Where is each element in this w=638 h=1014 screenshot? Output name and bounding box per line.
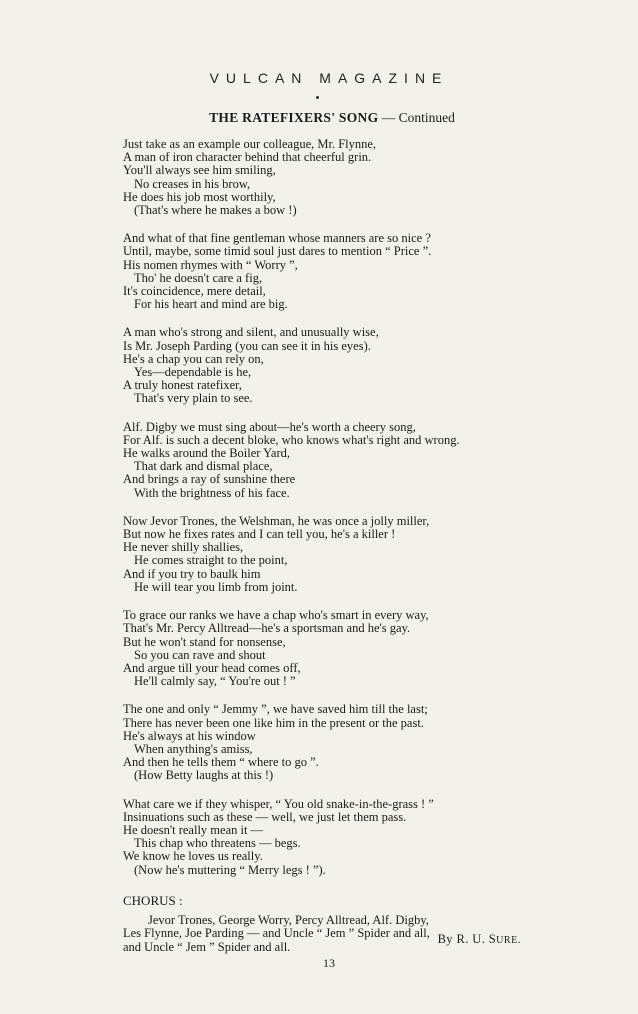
poem-line: What care we if they whisper, “ You old snake-in-the-grass ! ” [123,796,434,811]
poem-line: He walks around the Boiler Yard, [123,446,290,461]
poem-line: He will tear you limb from joint. [134,579,298,594]
poem-line: His nomen rhymes with “ Worry ”, [123,257,298,272]
poem-line: This chap who threatens — begs. [134,836,301,851]
stanza [123,798,553,877]
poem-line: For his heart and mind are big. [134,297,288,312]
song-heading [0,110,638,126]
poem-line: Just take as an example our colleague, Mr. Flynne, [123,137,377,151]
poem-line: Is Mr. Joseph Parding (you can see it in his eyes). [123,338,371,353]
poem-line: He never shilly shallies, [123,540,244,555]
poem-line: But now he fixes rates and I can tell you, he's a killer ! [123,527,396,542]
poem-line: He does his job most worthily, [123,189,276,204]
poem-line: Tho' he doesn't care a fig, [134,270,263,285]
continued-label: — Continued [381,110,455,125]
magazine-title: VULCAN MAGAZINE [209,70,449,86]
chorus-line: and Uncle “ Jem ” Spider and all. [123,939,291,954]
chorus-line: Les Flynne, Joe Parding — and Uncle “ Jem ” Spider and all, [123,926,430,941]
poem-line: Now Jevor Trones, the Welshman, he was once a jolly miller, [123,513,430,528]
poem-line: You'll always see him smiling, [123,163,276,178]
stanza-list [123,138,553,877]
byline-suffix: URE. [496,935,521,946]
stanza [123,326,553,405]
byline-prefix: By R. U. S [437,932,497,946]
poem-line: Yes—dependable is he, [134,365,252,380]
poem-line: (That's where he makes a bow !) [134,203,297,218]
poem-line: That dark and dismal place, [134,459,273,474]
chorus-line: Jevor Trones, George Worry, Percy Alltread, Alf. Digby, [148,912,429,927]
poem-line: Alf. Digby we must sing about—he's worth a cheery song, [123,419,416,434]
poem-line: A man of iron character behind that cheerful grin. [123,150,372,165]
poem-line: It's coincidence, mere detail, [123,284,266,299]
poem-line: (Now he's muttering “ Merry legs ! ”). [134,862,326,877]
stanza [123,703,553,782]
stanza [123,232,553,311]
poem [123,138,553,954]
poem-line: And if you try to baulk him [123,566,261,581]
poem-line: There has never been one like him in the present or the past. [123,715,424,730]
poem-line: He's a chap you can rely on, [123,351,264,366]
poem-line: And brings a ray of sunshine there [123,472,296,487]
poem-line: To grace our ranks we have a chap who's smart in every way, [123,608,429,623]
poem-line: And what of that fine gentleman whose manners are so nice ? [123,231,431,246]
chorus-label: CHORUS : [123,892,183,908]
decorative-dot [316,96,319,99]
byline [438,932,521,947]
poem-line: A man who's strong and silent, and unusually wise, [123,325,379,340]
poem-line: With the brightness of his face. [134,485,290,500]
stanza [123,421,553,500]
song-title: THE RATEFIXERS' SONG [209,110,379,125]
poem-line: He doesn't really mean it — [123,822,264,837]
poem-line: Insinuations such as these — well, we just let them pass. [123,809,407,824]
poem-line: Until, maybe, some timid soul just dares to mention “ Price ”. [123,244,432,259]
poem-line: A truly honest ratefixer, [123,378,242,393]
poem-line: That's very plain to see. [134,391,253,406]
stanza [123,515,553,594]
poem-line: So you can rave and shout [134,647,266,662]
poem-line: He comes straight to the point, [134,553,288,568]
poem-line: He's always at his window [123,728,256,743]
poem-line: But he won't stand for nonsense, [123,634,286,649]
poem-line: We know he loves us really. [123,849,263,864]
poem-line: (How Betty laughs at this !) [134,768,274,783]
poem-line: That's Mr. Percy Alltread—he's a sportsman and he's gay. [123,621,411,636]
stanza [123,138,553,217]
poem-line: The one and only “ Jemmy ”, we have saved him till the last; [123,702,428,717]
poem-line: He'll calmly say, “ You're out ! ” [134,674,296,689]
poem-line: And argue till your head comes off, [123,660,301,675]
stanza [123,609,553,688]
poem-line: And then he tells them “ where to go ”. [123,755,319,770]
poem-line: No creases in his brow, [134,176,251,191]
poem-line: For Alf. is such a decent bloke, who knows what's right and wrong. [123,432,460,447]
page-number: 13 [323,956,335,970]
poem-line: When anything's amiss, [134,741,253,756]
